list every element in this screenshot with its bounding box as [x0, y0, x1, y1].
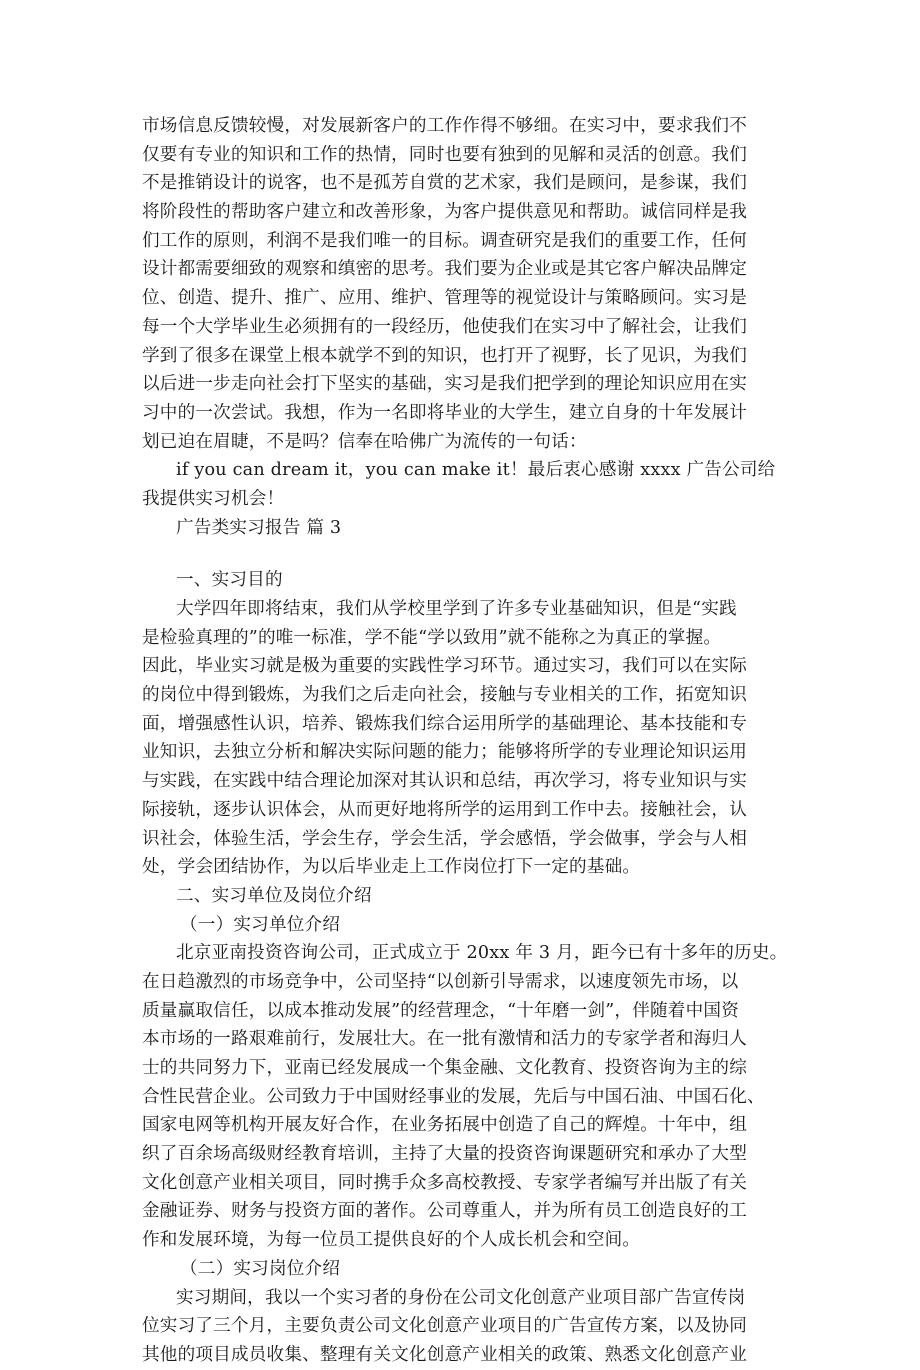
text-line: 在日趋激烈的市场竞争中，公司坚持“以创新引导需求，以速度领先市场，以 [142, 971, 739, 992]
report-heading: 广告类实习报告 篇 3 [176, 517, 342, 538]
text-line: 们工作的原则，利润不是我们唯一的目标。调查研究是我们的重要工作，任何 [142, 230, 747, 251]
text-line: 面，增强感性认识，培养、锻炼我们综合运用所学的基础理论、基本技能和专 [142, 713, 747, 734]
text-line: 质量赢取信任，以成本推动发展”的经营理念，“十年磨一剑”，伴随着中国资 [142, 1000, 739, 1021]
text-line: 与实践，在实践中结合理论加深对其认识和总结，再次学习，将专业知识与实 [142, 771, 747, 792]
text-line: 识社会，体验生活，学会生存，学会生活，学会感悟，学会做事，学会与人相 [142, 828, 747, 849]
quote-line: 我提供实习机会！ [142, 488, 285, 509]
text-line: 业知识，去独立分析和解决实际问题的能力；能够将所学的专业理论知识运用 [142, 742, 747, 763]
text-line: 大学四年即将结束，我们从学校里学到了许多专业基础知识，但是“实践 [176, 599, 737, 619]
section-title-purpose: 一、实习目的 [176, 570, 283, 591]
text-line: 设计都需要细致的观察和缜密的思考。我们要为企业或是其它客户解决品牌定 [142, 259, 747, 280]
text-line: 本市场的一路艰难前行，发展壮大。在一批有激情和活力的专家学者和海归人 [142, 1029, 747, 1050]
purpose-paragraph [142, 595, 794, 882]
text-line: 不是推销设计的说客，也不是孤芳自赏的艺术家，我们是顾问，是参谋，我们 [142, 173, 747, 194]
text-line: 织了百余场高级财经教育培训，主持了大量的投资咨询课题研究和承办了大型 [142, 1144, 747, 1165]
text-line: 位、创造、提升、推广、应用、维护、管理等的视觉设计与策略顾问。实习是 [142, 288, 747, 309]
quote-line: if you can dream it，you can make it！最后衷心感谢 xxxx 广告公司给 [176, 460, 776, 481]
text-line: 位实习了三个月，主要负责公司文化创意产业项目的广告宣传方案，以及协同 [142, 1316, 747, 1337]
text-line: 划已迫在眉睫，不是吗？信奉在哈佛广为流传的一句话： [142, 431, 587, 452]
text-line: 是检验真理的”的唯一标准，学不能“学以致用”就不能称之为真正的掌握。 [142, 627, 722, 648]
quote-paragraph [142, 456, 794, 513]
text-line: 作和发展环境，为每一位员工提供良好的个人成长机会和空间。 [142, 1230, 641, 1251]
text-line: 国家电网等机构开展友好合作，在业务拓展中创造了自己的辉煌。十年中，组 [142, 1115, 747, 1136]
text-line: 实习期间，我以一个实习者的身份在公司文化创意产业项目部广告宣传岗 [176, 1287, 746, 1308]
text-line: 因此，毕业实习就是极为重要的实践性学习环节。通过实习，我们可以在实际 [142, 656, 747, 677]
text-line: 仅要有专业的知识和工作的热情，同时也要有独到的见解和灵活的创意。我们 [142, 144, 747, 165]
unit-paragraph [142, 939, 794, 1255]
subsection-title-post: （二）实习岗位介绍 [180, 1258, 341, 1279]
text-line: 处，学会团结协作，为以后毕业走上工作岗位打下一定的基础。 [142, 857, 641, 878]
text-line: 金融证券、财务与投资方面的著作。公司尊重人，并为所有员工创造良好的工 [142, 1201, 747, 1222]
document-page [142, 112, 794, 1370]
text-line: 际接轨，逐步认识体会，从而更好地将所学的运用到工作中去。接触社会，认 [142, 799, 747, 820]
text-line: 以后进一步走向社会打下坚实的基础，实习是我们把学到的理论知识应用在实 [142, 374, 747, 395]
blank-gap [142, 542, 794, 566]
section-title-unit-and-post: 二、实习单位及岗位介绍 [176, 885, 372, 906]
subsection-title-unit: （一）实习单位介绍 [180, 914, 341, 935]
text-line: 士的共同努力下，亚南已经发展成一个集金融、文化教育、投资咨询为主的综 [142, 1058, 747, 1078]
text-line: 每一个大学毕业生必须拥有的一段经历，他使我们在实习中了解社会，让我们 [142, 316, 747, 337]
text-line: 将阶段性的帮助客户建立和改善形象，为客户提供意见和帮助。诚信同样是我 [142, 202, 747, 223]
intro-paragraph [142, 112, 794, 456]
text-line: 市场信息反馈较慢，对发展新客户的工作作得不够细。在实习中，要求我们不 [142, 116, 747, 136]
text-line: 合性民营企业。公司致力于中国财经事业的发展，先后与中国石油、中国石化、 [142, 1086, 765, 1107]
text-line: 北京亚南投资咨询公司，正式成立于 20xx 年 3 月，距今已有十多年的历史。 [176, 943, 788, 964]
text-line: 文化创意产业相关项目，同时携手众多高校教授、专家学者编写并出版了有关 [142, 1172, 747, 1193]
post-paragraph [142, 1284, 794, 1370]
text-line: 学到了很多在课堂上根本就学不到的知识，也打开了视野，长了见识，为我们 [142, 345, 747, 366]
text-line: 习中的一次尝试。我想，作为一名即将毕业的大学生，建立自身的十年发展计 [142, 402, 747, 423]
text-line: 其他的项目成员收集、整理有关文化创意产业相关的政策、熟悉文化创意产业 [142, 1344, 747, 1365]
text-line: 的岗位中得到锻炼，为我们之后走向社会，接触与专业相关的工作，拓宽知识 [142, 685, 747, 706]
